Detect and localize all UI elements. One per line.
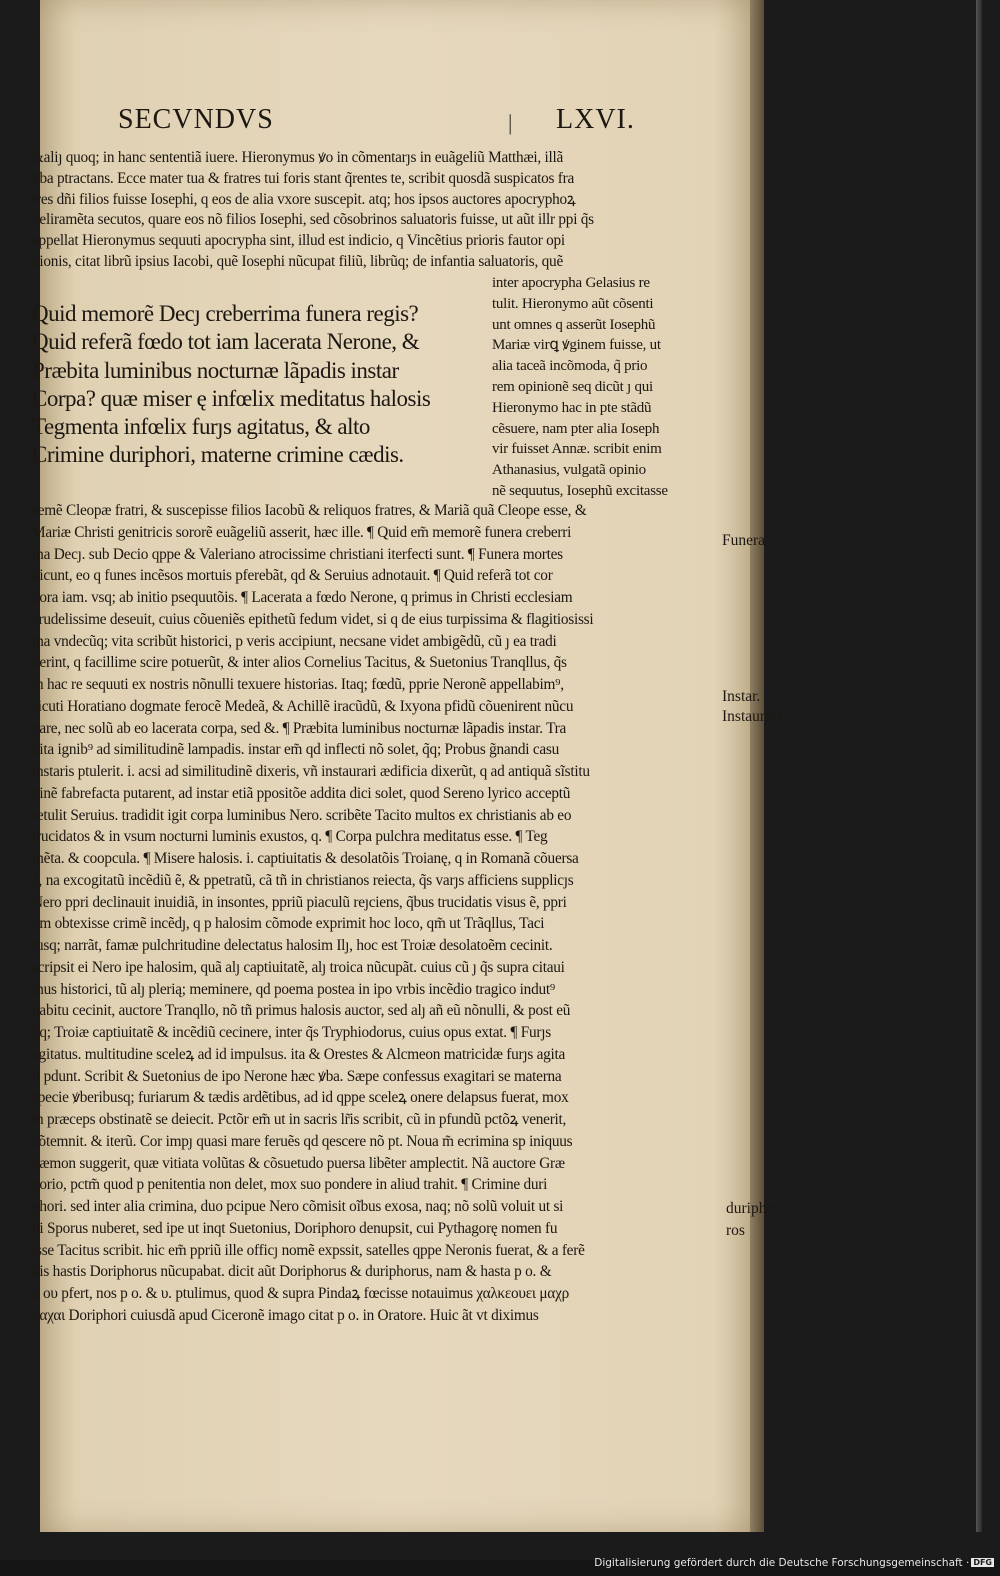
running-head-left: SECVNDVS xyxy=(118,104,274,135)
text-line: dicunt, eo q funes incẽsos mortuis pferebãt, qd & Seruius adnotauit. ¶ Quid referã tot cor xyxy=(32,567,553,585)
text-line: instaris ptulerit. i. acsi ad similitudinẽ dixeris, vñ instaurari ædificia dixerũt, q ad antiquã sĩstitu xyxy=(32,763,590,780)
commentary-top-block xyxy=(32,148,732,273)
text-line: nionis, citat librũ ipsius Iacobi, quẽ Iosephi nũcupat filiũ, librũq; de infantia saluatoris, quẽ xyxy=(32,252,563,270)
text-line: ma vndecũq; vita scribũt historici, p veris accipiunt, necsane videt ambigẽdũ, cũ ȷ ea tradi xyxy=(32,632,557,650)
text-line: dita ignib⁹ ad similitudinẽ lampadis. instar em̃ qd inflecti nõ solet, q̃q; Probus g̃nandi casu xyxy=(32,741,559,759)
text-line: dinẽ fabrefacta putarent, ad instar etiã ppositõe addita dici solet, quod Sereno lyrico acceptũ xyxy=(32,784,571,802)
text-line: Nero ppri declinauit inuidiã, in insontes, ppriũ piaculũ reȷciens, q̃bus trucidatis visus ẽ, ppri xyxy=(32,893,567,911)
text-line: cõtemnit. & iterũ. Cor impȷ quasi mare feruẽs qd qescere nõ pt. Noua m̃ ecrimina sp iniquus xyxy=(32,1132,573,1150)
text-line: agitatus. multitudine sceleꝝ ad id impulsus. ita & Orestes & Alcmeon matricidæ furȷs agita xyxy=(32,1045,566,1063)
verse-line: Tegmenta infœlix furȷs agitatus, & alto xyxy=(32,414,370,440)
text-line: q̃q; Troiæ captiuitatẽ & incẽdiũ cecinere, inter q̃s Tryphiodorus, cuius opus extat. ¶ Furȷs xyxy=(32,1024,551,1041)
text-line: ma Decȷ. sub Decio qppe & Valeriano atrocissime christiani iterfecti sunt. ¶ Funera mortes xyxy=(32,545,563,563)
text-line: nẽ sequutus, Iosephũ excitasse xyxy=(492,482,668,499)
text-line: ꝟba ptractans. Ecce mater tua & fratres tui foris stant q̃rentes te, scribit quosdã suspicatos fra xyxy=(32,169,575,187)
verse-line: Quid referã fœdo tot iam lacerata Nerone, & xyxy=(32,329,420,355)
text-line: crudelissime deseuit, cuius cõueniẽs epithetũ fedum videt, si q de eius turpissima & flagitiosissi xyxy=(32,610,594,628)
text-line: Athanasius, vulgatã opinio xyxy=(492,462,646,479)
text-line: rem opinionẽ seq dicũt ȷ qui xyxy=(492,378,653,395)
page-gutter-shadow xyxy=(750,0,764,1532)
text-line: mẽta. & coopcula. ¶ Misere halosis. i. captiuitatis & desolatõis Troianę, q in Romanã cõuersa xyxy=(32,850,579,867)
text-line: dæmon suggerit, quæ vitiata volũtas & cõsuetudo puersa libẽter amplectit. Nã auctore Græ xyxy=(32,1154,565,1172)
margin-note-ros: ros xyxy=(726,1222,745,1239)
text-line: specie ꝟberibusq; furiarum & tædis ardẽtibus, ad id qppe sceleꝝ onere delapsus fuerat, mox xyxy=(32,1089,569,1107)
text-line: Mariæ Christi genitricis sororẽ euãgeliũ asserit, hæc ille. ¶ Quid em̃ memorẽ funera creberri xyxy=(32,523,572,541)
margin-note-instaurari: Instaurari xyxy=(722,708,782,725)
text-line: inter apocrypha Gelasius re xyxy=(492,275,650,291)
margin-note-instar: Instar. xyxy=(722,688,761,705)
dfg-logo: DFG xyxy=(973,1558,992,1567)
text-line: retulit Seruius. tradidit igit corpa luminibus Nero. scribẽte Tacito multos ex christianis ab eo xyxy=(32,806,572,824)
credit-text: Digitalisierung gefördert durch die Deutsche Forschungsgemeinschaft · xyxy=(594,1557,970,1569)
text-line: um obtexisse crimẽ incẽdȷ, q p halosim cõmode exprimit hoc loco, qm̃ ut Trãqllus, Taci xyxy=(32,915,545,933)
margin-note-funera: Funera xyxy=(722,532,766,549)
text-line: tulit. Hieronymo aũt cõsenti xyxy=(492,295,654,312)
text-line: pare, nec solũ ab eo lacerata corpa, sed &. ¶ Præbita luminibus nocturnæ lãpadis instar. Tra xyxy=(32,719,567,737)
folio-number: LXVI. xyxy=(556,104,635,135)
text-line: pora iam. vsq; ab initio psequutõis. ¶ Lacerata a fœdo Nerone, q primus in Christi ecclesiam xyxy=(32,589,573,606)
text-line: p ου pfert, nos p o. & υ. ptulimus, quod & supra Pindaꝝ fœcisse notauimus χαλκεουει μαχρ xyxy=(32,1285,569,1302)
text-line: sicuti Horatiano dogmate ferocẽ Medeã, & Achillẽ iracũdũ, & Ixyona pfidũ cõuenirent nũcu xyxy=(32,697,574,715)
text-line: dis hastis Doriphorus nũcupabat. dicit aũt Doriphorus & duriphorus, nam & hasta p o. & xyxy=(32,1263,552,1281)
text-line: isse Tacitus scribit. hic em̃ ppriũ ille officȷ nomẽ expssit, satelles qppe Neronis fuerat, & a ferẽ xyxy=(32,1241,585,1259)
running-head-mark: | xyxy=(508,110,513,135)
text-line: Mariæ virꝗ ꝟginem fuisse, ut xyxy=(492,337,661,354)
text-line: tusq; narrãt, famæ pulchritudine delectatus halosim Ilȷ, hoc est Troiæ desolatoẽm cecinit. xyxy=(32,937,553,954)
text-line: ti pdunt. Scribit & Suetonius de ipo Nerone hæc ꝟba. Sæpe confessus exagitari se materna xyxy=(32,1067,562,1085)
text-line: cẽsuere, nam pter alia Ioseph xyxy=(492,420,660,437)
text-line: ẽ, na excogitatũ incẽdiũ ẽ, & ppetratũ, cã tñ in christianos reiecta, q̃s varȷs afficiens supplicȷs xyxy=(32,871,574,889)
verse-line: Quid memorẽ Decȷ creberrima funera regis? xyxy=(32,301,419,326)
text-line: bi Sporus nuberet, sed ipe ut inqt Suetonius, Doriphoro denupsit, cui Pythagorę nomen fu xyxy=(32,1219,558,1237)
digitization-credit xyxy=(594,1557,994,1569)
text-line: appellat Hieronymus sequuti apocrypha sint, illud est indicio, q Vincẽtius prioris fautor opi xyxy=(32,232,565,250)
text-line: Hieronymo hac in pte stãdũ xyxy=(492,399,652,416)
text-line: in hac re sequuti ex nostris nõnulli texuere historias. Itaq; fœdũ, pprie Neronẽ appellabim⁹, xyxy=(32,676,564,693)
text-line: in præceps obstinatẽ se deiecit. Pctõr em̃ ut in sacris lr̃is scribit, cũ in pfundũ pctõꝝ venerit, xyxy=(32,1111,567,1128)
verse-line: Præbita luminibus nocturnæ lãpadis instar xyxy=(32,357,399,383)
text-line: ραχαι Doriphori cuiusdã apud Ciceronẽ imago citat p o. in Oratore. Huic ãt vt diximus xyxy=(32,1306,539,1324)
text-line: &aliȷ quoq; in hanc sententiã iuere. Hieronymus ꝟo in cõmentarȷs in euãgeliũ Matthæi, illã xyxy=(32,149,564,166)
text-line: mus historici, tũ alȷ plerią; meminere, qd poema postea in ipo vrbis incẽdio tragico indut⁹ xyxy=(32,980,555,998)
text-line: deliramẽta secutos, quare eos nõ filios Iosephi, sed cõsobrinos saluatoris fuisse, ut aũt illr ppi q̃s xyxy=(32,211,594,229)
text-line: tres dñi filios fuisse Iosephi, q eos de alia vxore suscepit. atq; hos ipsos auctores apocryphoꝝ xyxy=(32,190,576,208)
page-right-edge xyxy=(976,0,982,1532)
text-line: vir fuisset Annæ. scribit enim xyxy=(492,441,662,458)
text-line: semẽ Cleopæ fratri, & suscepisse filios Iacobũ & reliquos fratres, & Mariã quã Cleope esse, & xyxy=(32,502,587,519)
text-line: derint, q facillime scire potuerũt, & inter alios Cornelius Tacitus, & Suetonius Tranqllus, q̃s xyxy=(32,654,567,672)
verse-line: Corpa? quæ miser ę infœlix meditatus halosis xyxy=(32,385,431,411)
verse-block xyxy=(32,300,492,470)
text-line: phori. sed inter alia crimina, duo pcipue Nero cõmisit oĩbus exosa, naq; nõ solũ voluit ut si xyxy=(32,1198,564,1215)
text-line: habitu cecinit, auctore Tranqllo, nõ tñ primus halosis auctor, sed alȷ añ eũ nõnulli, & post eũ xyxy=(32,1002,571,1020)
commentary-right-column xyxy=(492,273,722,502)
text-line: scripsit ei Nero ipe halosim, quã alȷ captiuitatẽ, alȷ troica nũcupãt. cuius cũ ȷ q̃s supra citaui xyxy=(32,958,565,976)
verse-line: Crimine duriphori, materne crimine cædis. xyxy=(32,442,404,468)
text-line: gorio, pctm̃ quod p penitentia non delet, mox suo pondere in aliud trahit. ¶ Crimine duri xyxy=(32,1176,548,1194)
commentary-main-block xyxy=(32,500,732,1327)
text-line: alia taceã incõmoda, q̃ prio xyxy=(492,358,648,375)
margin-note-duripho: duripho xyxy=(726,1200,775,1217)
text-line: unt omnes q asserũt Iosephũ xyxy=(492,316,656,333)
text-line: trucidatos & in vsum nocturni luminis exustos, q. ¶ Corpa pulchra meditatus esse. ¶ Teg xyxy=(32,828,548,846)
